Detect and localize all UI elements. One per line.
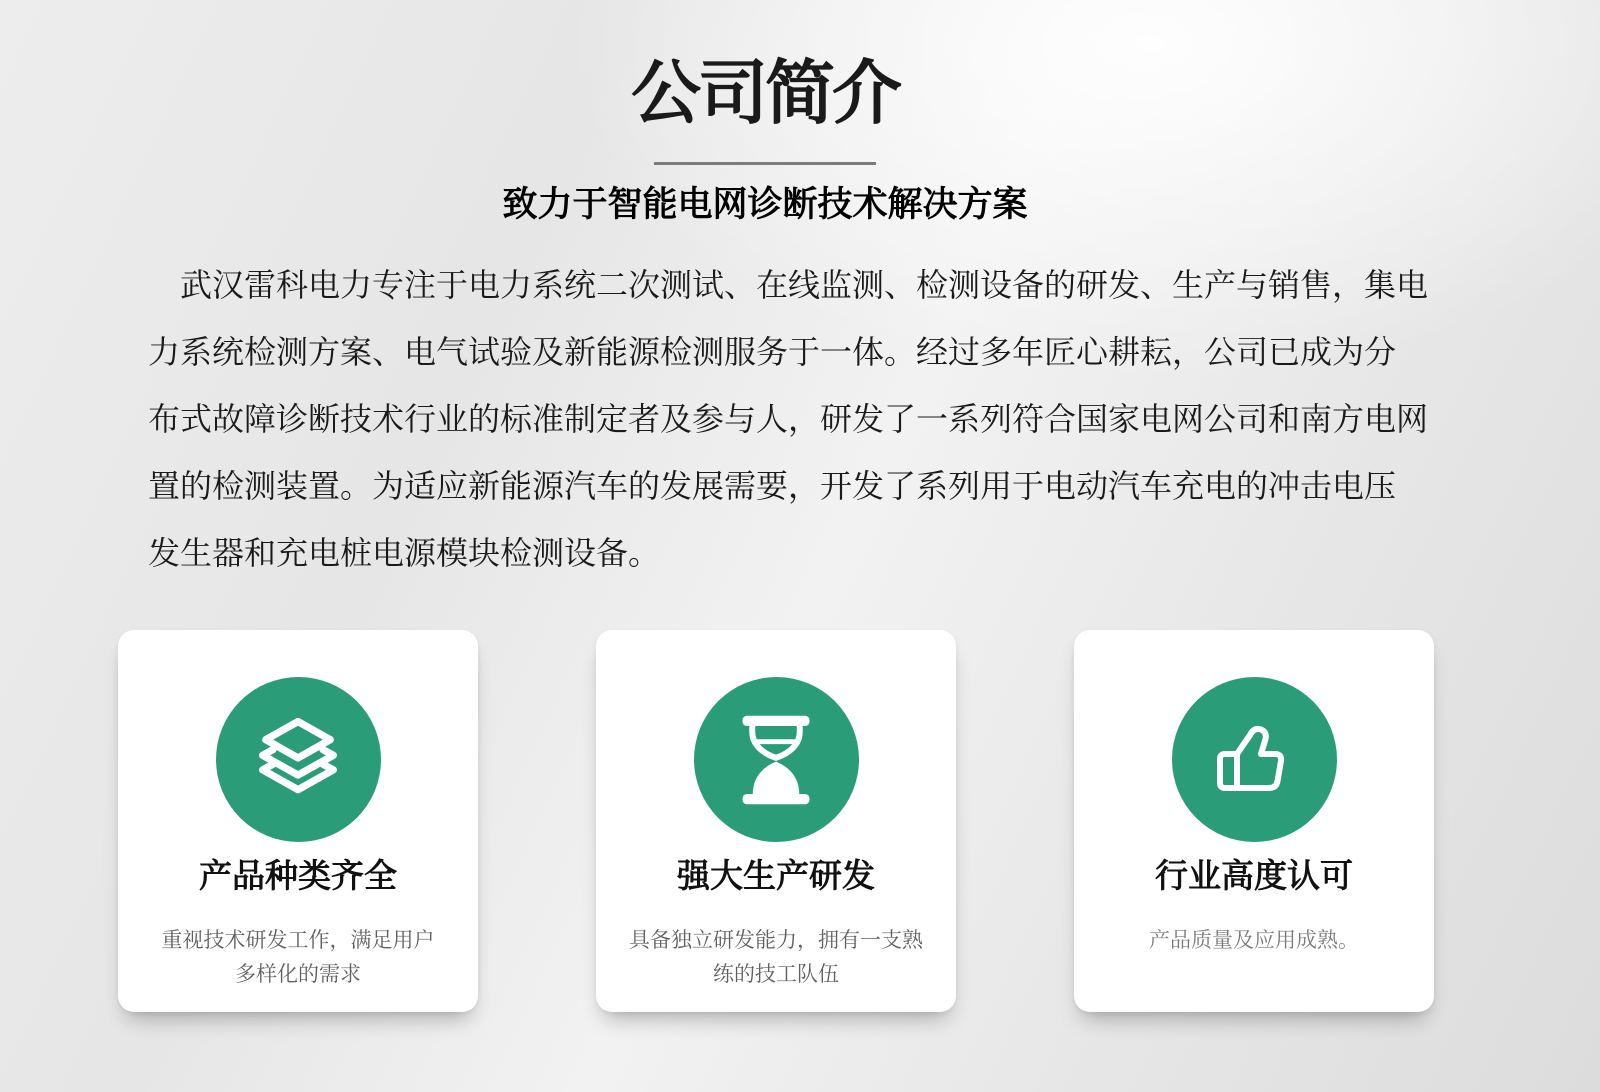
feature-card-industry-recognition bbox=[1074, 630, 1434, 1012]
thumbs-up-icon bbox=[1204, 710, 1304, 810]
company-description bbox=[148, 252, 1458, 587]
feature-desc-line: 产品质量及应用成熟。 bbox=[1149, 929, 1359, 952]
feature-description bbox=[1094, 924, 1414, 958]
layers-icon bbox=[246, 708, 350, 812]
feature-description bbox=[138, 924, 458, 992]
description-line: 力系统检测方案、电气试验及新能源检测服务于一体。经过多年匠心耕耘，公司已成为分 bbox=[148, 334, 1397, 370]
section-subtitle: 致力于智能电网诊断技术解决方案 bbox=[502, 185, 1028, 224]
page-title: 公司简介 bbox=[631, 54, 899, 132]
hourglass-icon bbox=[722, 706, 830, 814]
section-header bbox=[0, 56, 1530, 225]
description-line: 武汉雷科电力专注于电力系统二次测试、在线监测、检测设备的研发、生产与销售，集电 bbox=[180, 267, 1429, 303]
feature-cards bbox=[118, 630, 1434, 1012]
feature-title: 产品种类齐全 bbox=[199, 857, 397, 894]
description-line: 发生器和充电桩电源模块检测设备。 bbox=[148, 535, 661, 571]
feature-icon-circle bbox=[1172, 677, 1337, 842]
feature-icon-circle bbox=[694, 677, 859, 842]
title-divider bbox=[654, 162, 876, 165]
description-line: 布式故障诊断技术行业的标准制定者及参与人，研发了一系列符合国家电网公司和南方电网 bbox=[148, 401, 1429, 437]
feature-title: 强大生产研发 bbox=[677, 857, 875, 894]
feature-desc-line: 具备独立研发能力，拥有一支熟 bbox=[629, 929, 923, 952]
feature-desc-line: 多样化的需求 bbox=[235, 963, 361, 986]
feature-card-product-range bbox=[118, 630, 478, 1012]
feature-description bbox=[616, 924, 936, 992]
feature-title: 行业高度认可 bbox=[1155, 857, 1353, 894]
feature-icon-circle bbox=[216, 677, 381, 842]
feature-desc-line: 重视技术研发工作，满足用户 bbox=[161, 929, 435, 952]
description-line: 置的检测装置。为适应新能源汽车的发展需要，开发了系列用于电动汽车充电的冲击电压 bbox=[148, 468, 1397, 504]
feature-desc-line: 练的技工队伍 bbox=[713, 963, 839, 986]
feature-card-production-rd bbox=[596, 630, 956, 1012]
